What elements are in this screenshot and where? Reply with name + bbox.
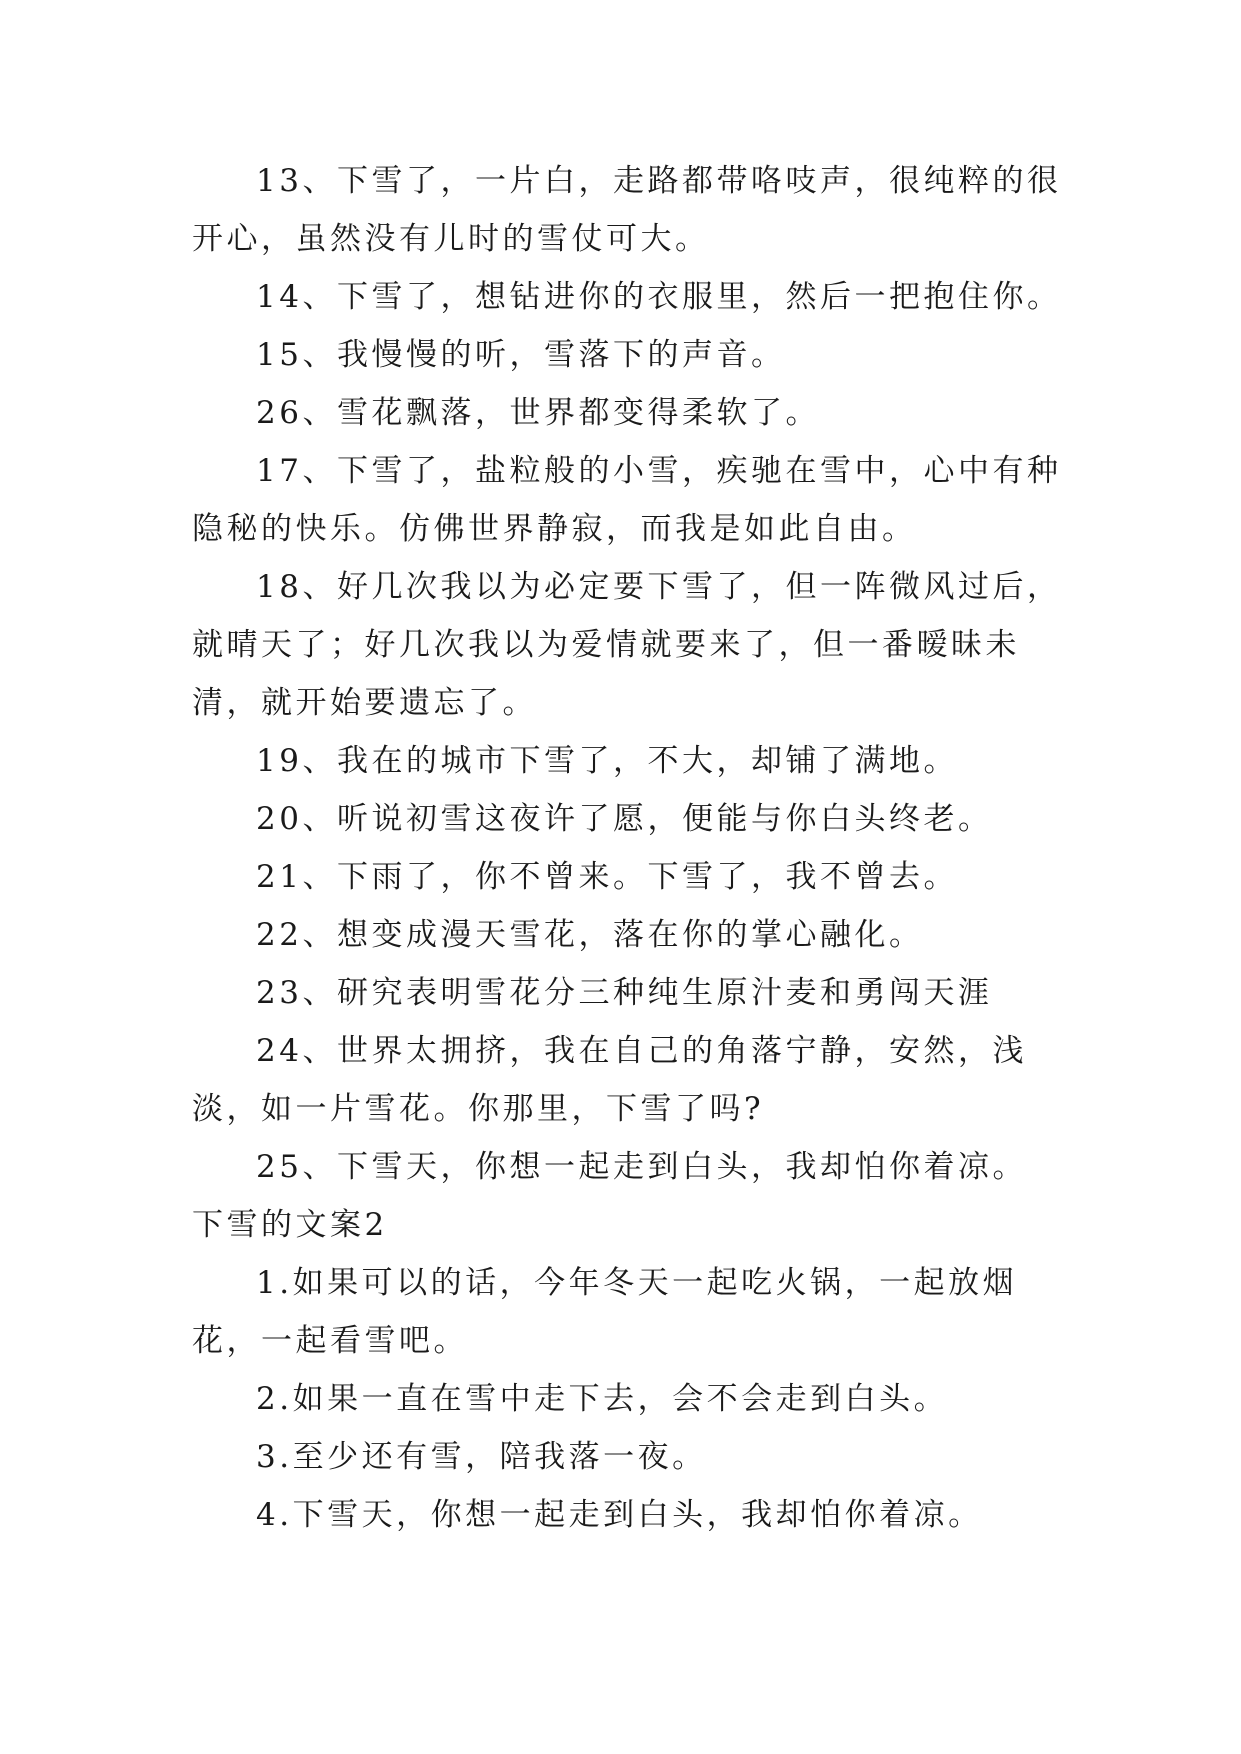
paragraph-22: 22、想变成漫天雪花，落在你的掌心融化。	[256, 917, 924, 953]
paragraph-19: 19、我在的城市下雪了，不大，却铺了满地。	[256, 743, 958, 779]
paragraph-26: 26、雪花飘落，世界都变得柔软了。	[256, 395, 820, 431]
paragraph-17: 17、下雪了，盐粒般的小雪，疾驰在雪中，心中有种隐秘的快乐。仿佛世界静寂，而我是如此自由。	[192, 453, 1062, 547]
paragraph-item-1: 1.如果可以的话，今年冬天一起吃火锅，一起放烟花，一起看雪吧。	[192, 1265, 1018, 1359]
document-body	[192, 152, 1072, 1544]
paragraph-23: 23、研究表明雪花分三种纯生原汁麦和勇闯天涯	[256, 975, 993, 1011]
paragraph-21: 21、下雨了，你不曾来。下雪了，我不曾去。	[256, 859, 958, 895]
paragraph-item-2: 2.如果一直在雪中走下去，会不会走到白头。	[256, 1381, 949, 1417]
paragraph-20: 20、听说初雪这夜许了愿，便能与你白头终老。	[256, 801, 993, 837]
paragraph-15: 15、我慢慢的听，雪落下的声音。	[256, 337, 786, 373]
paragraph-item-4: 4.下雪天，你想一起走到白头，我却怕你着凉。	[256, 1497, 983, 1533]
paragraph-18: 18、好几次我以为必定要下雪了，但一阵微风过后，就晴天了；好几次我以为爱情就要来了，但一番暧昧未清，就开始要遗忘了。	[192, 569, 1062, 721]
paragraph-13: 13、下雪了，一片白，走路都带咯吱声，很纯粹的很开心，虽然没有儿时的雪仗可大。	[192, 163, 1062, 257]
paragraph-item-3: 3.至少还有雪，陪我落一夜。	[256, 1439, 707, 1475]
paragraph-14: 14、下雪了，想钻进你的衣服里，然后一把抱住你。	[256, 279, 1062, 315]
paragraph-25: 25、下雪天，你想一起走到白头，我却怕你着凉。	[256, 1149, 1027, 1185]
paragraph-24: 24、世界太拥挤，我在自己的角落宁静，安然，浅淡，如一片雪花。你那里，下雪了吗?	[192, 1033, 1027, 1127]
section-heading: 下雪的文案2	[192, 1207, 388, 1243]
